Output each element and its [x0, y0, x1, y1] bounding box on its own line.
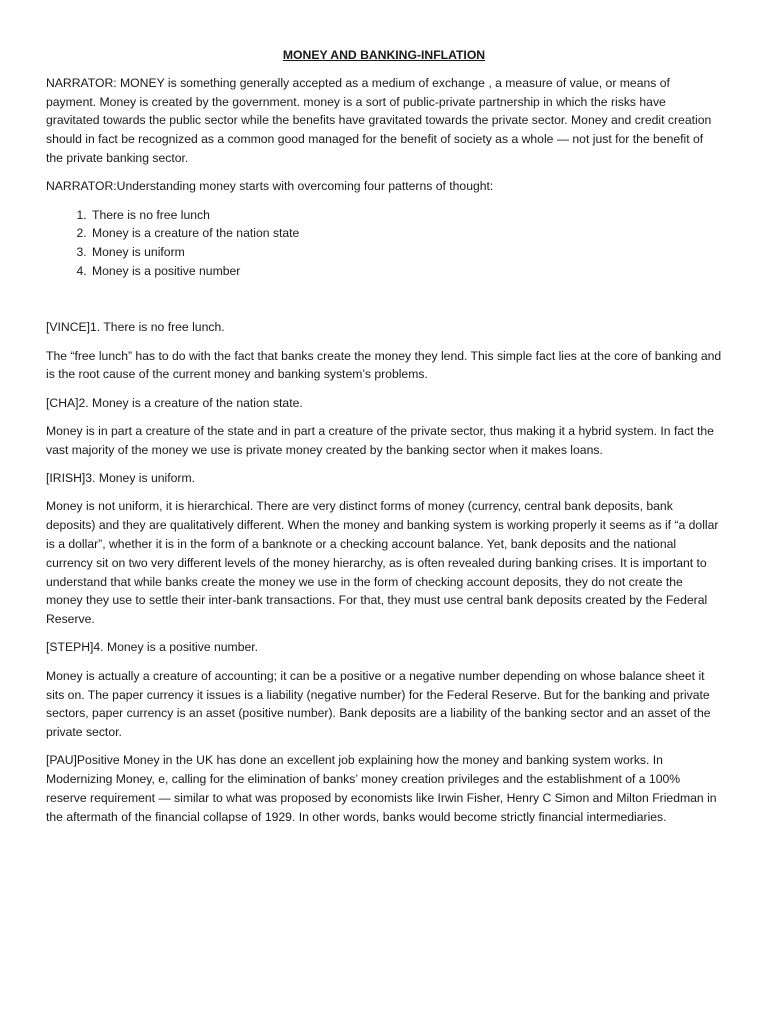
vince-heading: [VINCE]1. There is no free lunch. [46, 320, 225, 335]
irish-heading: [IRISH]3. Money is uniform. [46, 471, 196, 486]
document-page [46, 46, 722, 836]
vince-body: The “free lunch” has to do with the fact that banks create the money they lend. This simple fact lies at the core of banking and is the root cause of the current money and banking system’s problems. [46, 348, 722, 382]
cha-body: Money is in part a creature of the state and in part a creature of the private sector, thus making it a hybrid system. In fact the vast majority of the money we use is private money created by the banking sector when it makes loans. [46, 423, 714, 457]
steph-body: Money is actually a creature of accounting; it can be a positive or a negative number depending on whose balance sheet it sits on. The paper currency it issues is a liability (negative number) for the Federal Reserve. But for the banking and private sectors, paper currency is an asset (positive number). Bank deposits are a liability of the banking sector and an asset of the private sector. [46, 668, 711, 740]
irish-body: Money is not uniform, it is hierarchical. There are very distinct forms of money (currency, central bank deposits, bank deposits) and they are qualitatively different. When the money and banking system is working properly it seems as if “a dollar is a dollar”, whether it is in the form of a banknote or a checking account balance. Yet, bank deposits and the national currency sit on two very different levels of the money hierarchy, as is often revealed during banking crises. It is important to understand that while banks create the money we use in the form of checking account deposits, they do not create the money they use to settle their inter-bank transactions. For that, they must use central bank deposits created by the Federal Reserve. [46, 499, 719, 627]
patterns-intro-paragraph: NARRATOR:Understanding money starts with overcoming four patterns of thought: [46, 179, 494, 194]
list-item: 1. There is no free lunch [90, 206, 722, 225]
patterns-list [46, 206, 722, 281]
list-item: 2. Money is a creature of the nation state [90, 224, 722, 243]
blank-line [46, 290, 722, 318]
document-title: MONEY AND BANKING-INFLATION [282, 48, 486, 62]
pau-paragraph: [PAU]Positive Money in the UK has done an excellent job explaining how the money and banking system works. In Modernizing Money, e, calling for the elimination of banks’ money creation privileges and the establishment of a 100% reserve requirement — similar to what was proposed by economists like Irwin Fisher, Henry C Simon and Milton Friedman in the aftermath of the financial collapse of 1929. In other words, banks would become strictly financial intermediaries. [46, 753, 717, 824]
list-item: 3. Money is uniform [90, 243, 722, 262]
intro-paragraph: NARRATOR: MONEY is something generally accepted as a medium of exchange , a measure of value, or means of payment. Money is created by the government. money is a sort of public-private partnership in which the risks have gravitated towards the public sector while the benefits have gravitated towards the private sector. Money and credit creation should in fact be recognized as a common good managed for the benefit of society as a whole — not just for the benefit of the private banking sector. [46, 75, 712, 165]
list-item: 4. Money is a positive number [90, 262, 722, 281]
steph-heading: [STEPH]4. Money is a positive number. [46, 640, 259, 655]
cha-heading: [CHA]2. Money is a creature of the nation state. [46, 395, 303, 410]
